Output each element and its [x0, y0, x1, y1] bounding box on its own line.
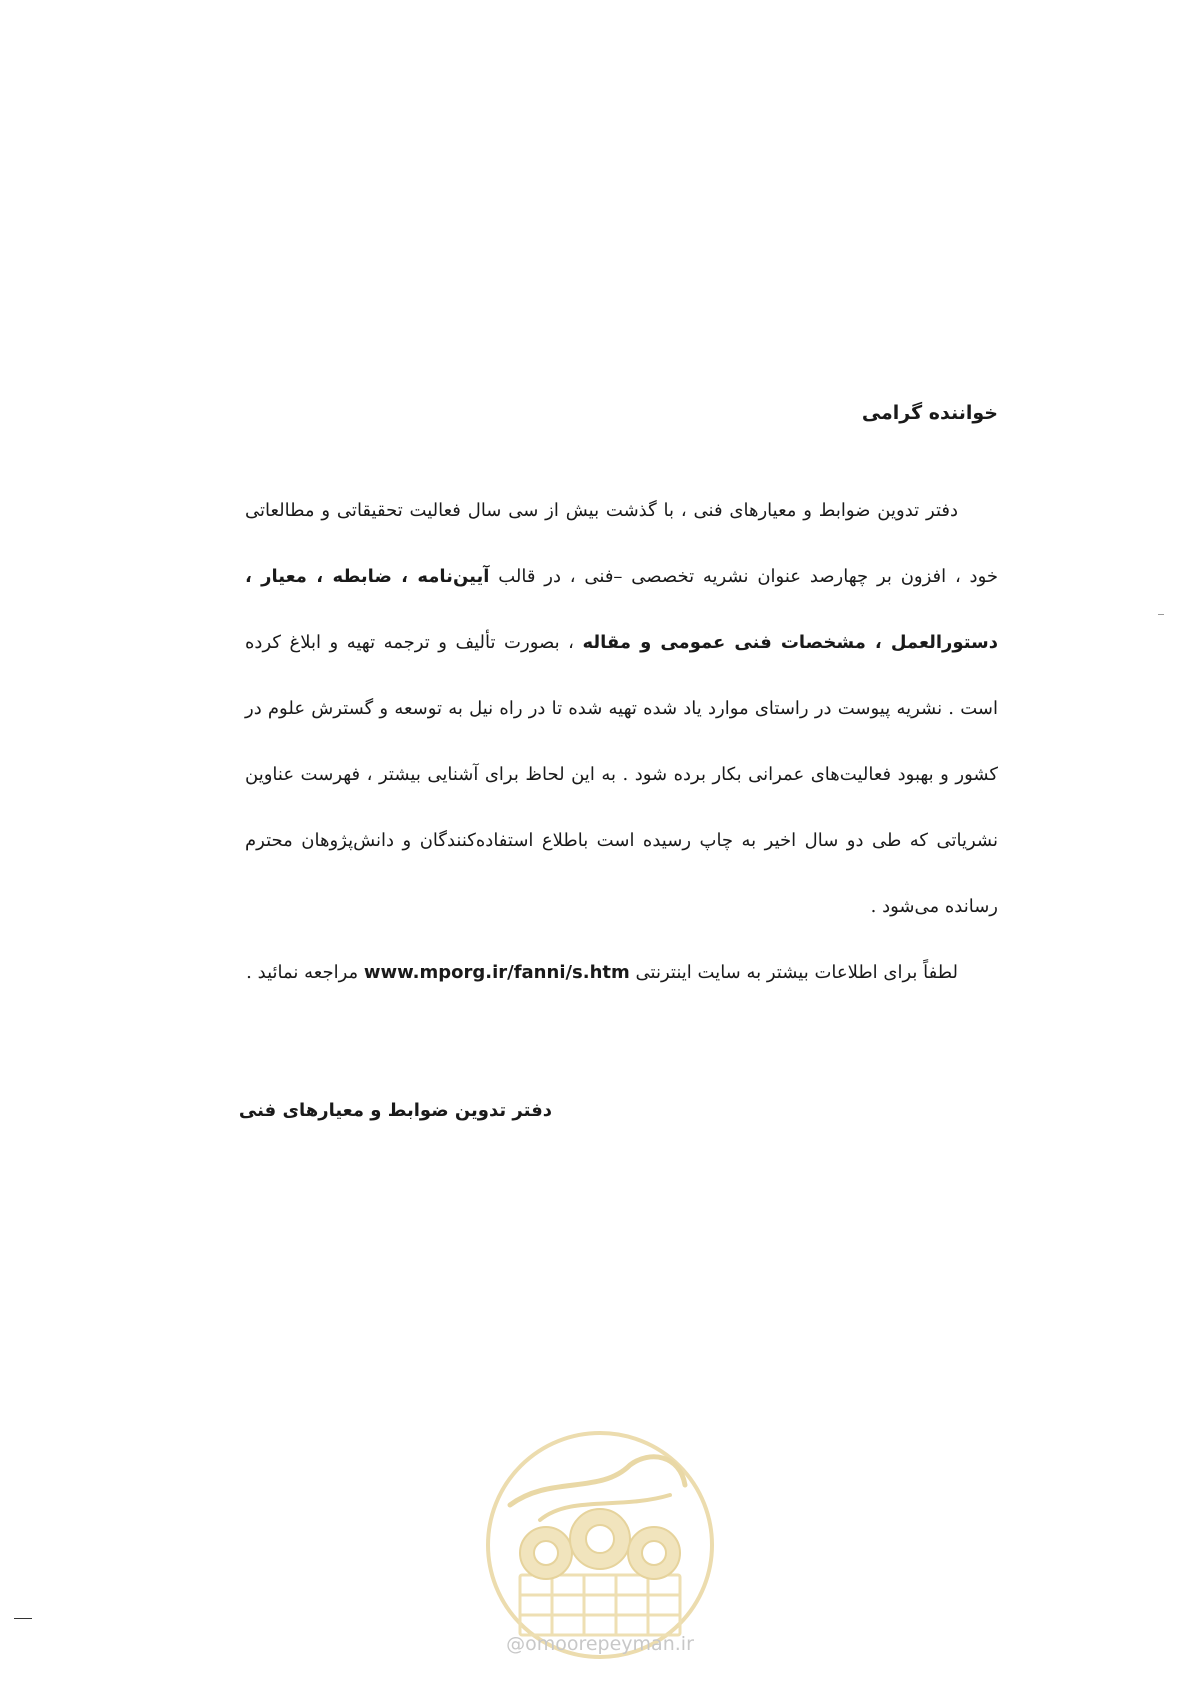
- office-signature: دفتر تدوین ضوابط و معیارهای فنی: [238, 1100, 552, 1121]
- intro-text-end: ، بصورت تألیف و ترجمه تهیه و ابلاغ کرده است . نشریه پیوست در راستای موارد یاد شده تهیه شده تا در راه نیل به توسعه و گسترش علوم در کشور و بهبود فعالیت‌های عمرانی بکار برده شود . به این لحاظ برای آشنایی بیشتر ، فهرست عناوین نشریاتی که طی دو سال اخیر به چاپ رسیده است باطلاع استفاده‌کنندگان و دانش‌پژوهان محترم رسانده می‌شود .: [245, 632, 998, 917]
- publication-types: آیین‌نامه ، ضابطه ، معیار ، دستورالعمل ، مشخصات فنی عمومی و مقاله: [245, 566, 998, 653]
- omoor-peyman-watermark-logo: [480, 1425, 720, 1665]
- body-text: [245, 478, 998, 1006]
- edge-mark: [1158, 614, 1164, 615]
- intro-paragraph: [245, 478, 998, 940]
- website-paragraph: [245, 940, 998, 1006]
- margin-mark: [14, 1618, 32, 1619]
- website-text-start: لطفاً برای اطلاعات بیشتر به سایت اینترنتی: [635, 962, 958, 983]
- website-link[interactable]: www.mporg.ir/fanni/s.htm: [363, 962, 630, 983]
- greeting-heading: خواننده گرامی: [861, 402, 998, 424]
- website-text-end: مراجعه نمائید .: [246, 962, 359, 983]
- watermark-site-text: @omoorepeyman.ir: [506, 1633, 694, 1655]
- intro-text-start: دفتر تدوین ضوابط و معیارهای فنی ، با گذشت بیش از سی سال فعالیت تحقیقاتی و مطالعاتی خود ، افزون بر چهارصد عنوان نشریه تخصصی –فنی ، در قالب: [245, 500, 998, 587]
